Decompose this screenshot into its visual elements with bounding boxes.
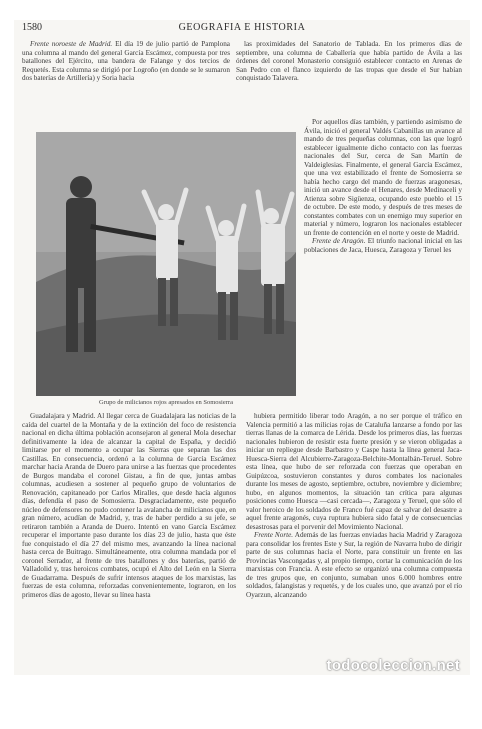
running-title: GEOGRAFIA E HISTORIA bbox=[178, 22, 306, 33]
photo-illustration bbox=[36, 132, 296, 396]
heading-frente-noroeste: Frente noroeste de Madrid. bbox=[30, 40, 113, 48]
paragraph-aragon-intro: El triunfo nacional inicial en las poblaciones de Jaca, Huesca, Zaragoza y Teruel les bbox=[304, 237, 462, 254]
text-top-right bbox=[236, 40, 462, 116]
paragraph-top-right: las proximidades del Sanatorio de Tablada. En los primeros días de septiembre, una columna de Caballería que había partido de Ávila a las órdenes del coronel Monasterio consiguió establecer contacto en Arenas de San Pedro con el flanco izquierdo de las tropas que desde el Sur habían conquistado Talavera. bbox=[236, 40, 462, 82]
paragraph-lower-left: Guadalajara y Madrid. Al llegar cerca de Guadalajara las noticias de la caída del cuartel de la Montaña y de la extinción del foco de resistencia nacional en dicha última población aconsejaron al general Mola desechar definitivamente la idea de alcanzar la capital de España, y decidió limitarse por el momento a ocupar las Sierras que separan las dos Castillas. En consecuencia, ordenó a la columna de García Escámez marchar hacia Aranda de Duero para unirse a las fuerzas que procedentes de Burgos mandaba el coronel Gistau, a fin de que, juntas ambas columnas, acudiesen a sostener al pequeño grupo de voluntarios de Renovación, capitaneado por Carlos Miralles, que desde hacía algunos días, defendía el paso de Somosierra. Desgraciadamente, este pequeño núcleo de defensores no pudo contener la avalancha de milicianos que, en gran número, acudían de Madrid, y, tras de haber perdido a su jefe, se retiraron también a Aranda de Duero. Intentó en vano García Escámez recuperar el importante paso durante los días 23 de julio, hasta que éste fue conquistado el día 27 del mismo mes, avanzando la línea nacional hasta cerca de Buitrago. Simultáneamente, otra columna mandada por el coronel Serrador, al frente de tres batallones y dos baterías, partió de Valladolid y, tras heroicos combates, ocupó el Alto del León en la Sierra de Guadarrama. Después de sufrir intensos ataques de los marxistas, las fuerzas de esta columna, reforzadas convenientemente, lograron, en los primeros días de agosto, llevar su línea hasta bbox=[22, 412, 236, 599]
paragraph-narrow-right: Por aquellos días también, y partiendo asimismo de Ávila, inició el general Valdés Cabanillas un avance al mando de tres pequeñas columnas, con las que logró establecer igualmente dicho contacto con las fuerzas nacionales del Sur, cerca de San Martín de Valdeiglesias. Finalmente, el general García Escámez, que una vez estabilizado el frente de Somosierra se había hecho cargo del mando de fuerzas aragonesas, inició un avance desde el Henares, desde Medinaceli y Atienza sobre Sigüenza, ocupando este pueblo el 15 de octubre. De este modo, y después de tres meses de constantes combates con un enemigo muy superior en material y número, lograron los nacionales establecer un frente de contención en el norte y oeste de Madrid. bbox=[304, 118, 462, 237]
text-lower-left bbox=[22, 412, 236, 668]
watermark: todocoleccion.net bbox=[326, 657, 460, 674]
photo-caption: Grupo de milicianos rojos apresados en Somosierra bbox=[99, 399, 233, 406]
photo-prisoners bbox=[36, 132, 296, 396]
book-page bbox=[14, 20, 470, 675]
heading-frente-norte: Frente Norte. bbox=[254, 531, 294, 539]
page-number: 1580 bbox=[22, 22, 42, 33]
paragraph-top-left: El día 19 de julio partió de Pamplona una columna al mando del general García Escámez, compuesta por tres batallones del Ejército, una bandera de Falange y dos tercios de Requetés. Esta columna se dirigió por Logroño (en donde se le sumaron dos baterías de Artillería) y Soria hacia bbox=[22, 40, 230, 82]
paragraph-lower-right: hubiera permitido liberar todo Aragón, a no ser porque el tráfico en Valencia permitió a las milicias rojas de Cataluña lanzarse a fondo por las tierras llanas de la comarca de Lérida. Desde los primeros días, las fuerzas nacionales hubieron de resistir esta fuerte presión y se vieron obligadas a iniciar un repliegue desde Barbastro y Caspe hasta la línea general Jaca-Huesca-Sierra del Alcubierre-Zaragoza-Belchite-Montalbán-Teruel. Sobre esta línea, que hubo de ser reforzada con fuerzas que operaban en Guipúzcoa, sostuvieron constantes y duros combates los nacionales durante los meses de agosto, septiembre, octubre, noviembre y diciembre; hubo, en algunos momentos, la situación tan crítica para algunas posiciones como Huesca —casi cercada—, Zaragoza y Teruel, que sólo el valor heroico de los soldados de Franco fué capaz de salvar del desastre a aquel frente aragonés, cuya ruptura hubiera sido fatal y de consecuencias desastrosas para el porvenir del Movimiento Nacional. bbox=[246, 412, 462, 531]
text-top-left bbox=[22, 40, 230, 108]
page-header bbox=[14, 20, 470, 36]
text-narrow-right bbox=[304, 118, 462, 410]
text-lower-right bbox=[246, 412, 462, 668]
paragraph-north: Además de las fuerzas enviadas hacia Madrid y Zaragoza para consolidar los frentes Este y Sur, la región de Navarra hubo de dirigir parte de sus columnas hacia el Norte, para constituir un frente en las Provincias Vascongadas y, al propio tiempo, cortar la comunicación de los marxistas con Francia. A este efecto se organizó una columna compuesta de tres grupos que, en conjunto, sumaban unos 6.000 hombres entre soldados, falangistas y requetés, y de los cuales uno, que avanzó por el río Oyarzun, alcanzando bbox=[246, 531, 462, 599]
heading-frente-aragon: Frente de Aragón. bbox=[312, 237, 366, 245]
